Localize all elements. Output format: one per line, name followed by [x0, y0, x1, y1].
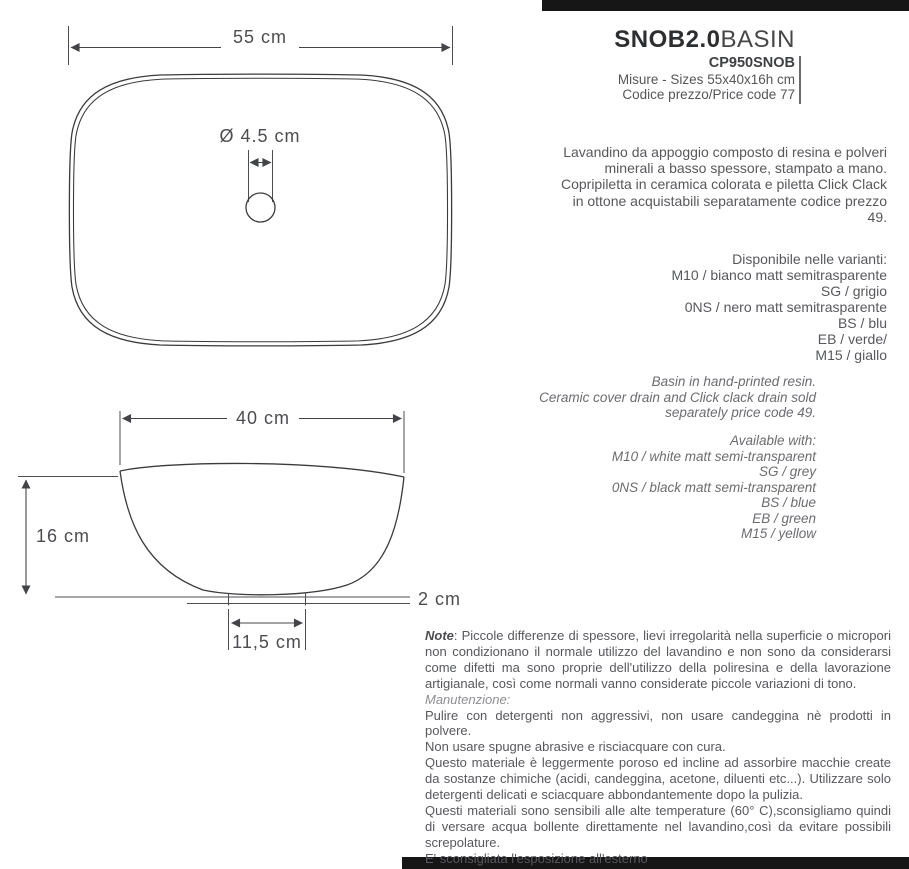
note-intro-text: : Piccole differenze di spessore, lievi irregolarità nella superficie o micropori non condizionano il normale utilizzo del lavandino e non sono da considerarsi come difetti ma sono proprie dell'utilizzo della poliresina e della lavorazione artigianale, così come normali vanno considerate piccole variazioni di tono.: [425, 628, 891, 691]
variant-item: M10 / white matt semi-transparent: [611, 448, 816, 464]
variant-item: BS / blu: [837, 315, 887, 331]
product-title: [614, 26, 795, 54]
variant-item: M15 / yellow: [740, 526, 816, 541]
product-title-series: SNOB2.0: [614, 26, 721, 53]
technical-drawing: [0, 0, 480, 680]
drain-hole: [246, 193, 275, 222]
variant-item: BS / blue: [761, 495, 816, 510]
top-right-black-bar: [542, 0, 909, 11]
note-section: [425, 628, 891, 867]
header-divider: [799, 56, 801, 104]
variant-item: SG / grey: [758, 464, 816, 479]
side-view-drawing: [18, 408, 461, 652]
care-instruction: Questi materiali sono sensibili alle alte temperature (60° C),sconsigliamo quindi di versare acqua bollente direttamente nel lavandino,così da evitare possibili screpolature.: [425, 802, 891, 850]
care-instruction: Questo materiale è leggermente poroso ed incline ad assorbire macchie create da sostanze chimiche (acidi, candeggina, acetone, diluenti etc...). Utilizzare solo detergenti delicati e sciacquare abbondantemente dopo la pulizia.: [425, 755, 891, 803]
description-english-paragraph: Ceramic cover drain and Click clack drain sold separately price code 49.: [539, 389, 816, 420]
base-height-label: 2 cm: [418, 589, 462, 609]
product-sizes: Misure - Sizes 55x40x16h cm: [617, 71, 795, 87]
description-italian-paragraph: Copripiletta in ceramica colorata e piletta Click Clack in ottone acquistabili separatamente codice prezzo 49.: [560, 176, 887, 225]
note-label: Note: [425, 628, 454, 643]
product-info: [618, 56, 795, 103]
description-italian-paragraph: Lavandino da appoggio composto di resina e polveri minerali a basso spessore, stampato a mano.: [563, 144, 887, 177]
care-instruction: E' sconsigliata l'esposizione all'esterno: [425, 850, 648, 866]
variants-english-title: Available with:: [729, 433, 816, 448]
base-width-label: 11,5 cm: [232, 632, 302, 652]
side-view-width-label: 40 cm: [235, 408, 291, 428]
variant-item: SG / grigio: [820, 283, 887, 299]
description-english-paragraph: Basin in hand-printed resin.: [651, 374, 816, 389]
description-english: [516, 374, 816, 421]
side-view-height-label: 16 cm: [36, 526, 91, 546]
description-italian: [557, 144, 887, 225]
drain-diameter-label: Ø 4.5 cm: [219, 126, 301, 146]
variant-item: M10 / bianco matt semitrasparente: [671, 267, 887, 283]
variants-english: [516, 433, 816, 542]
care-instruction: Non usare spugne abrasive e risciacquare con cura.: [425, 739, 726, 755]
variants-italian: [557, 251, 887, 363]
care-instruction: Pulire con detergenti non aggressivi, non usare candeggina nè prodotti in polvere.: [425, 707, 891, 739]
variant-item: 0NS / black matt semi-transparent: [611, 479, 816, 495]
maintenance-label: Manutenzione:: [425, 691, 511, 707]
variant-item: EB / green: [752, 510, 816, 526]
note-paragraph: [425, 628, 891, 692]
top-view-drawing: [69, 26, 453, 346]
variant-item: 0NS / nero matt semitrasparente: [684, 299, 887, 315]
product-price-code: Codice prezzo/Price code 77: [622, 87, 795, 102]
product-title-type: BASIN: [720, 26, 795, 53]
variants-italian-title: Disponibile nelle varianti:: [732, 251, 887, 267]
top-view-width-label: 55 cm: [232, 27, 288, 47]
variant-item: EB / verde/: [817, 331, 887, 347]
variant-item: M15 / giallo: [815, 347, 887, 363]
product-code: CP950SNOB: [708, 55, 795, 71]
